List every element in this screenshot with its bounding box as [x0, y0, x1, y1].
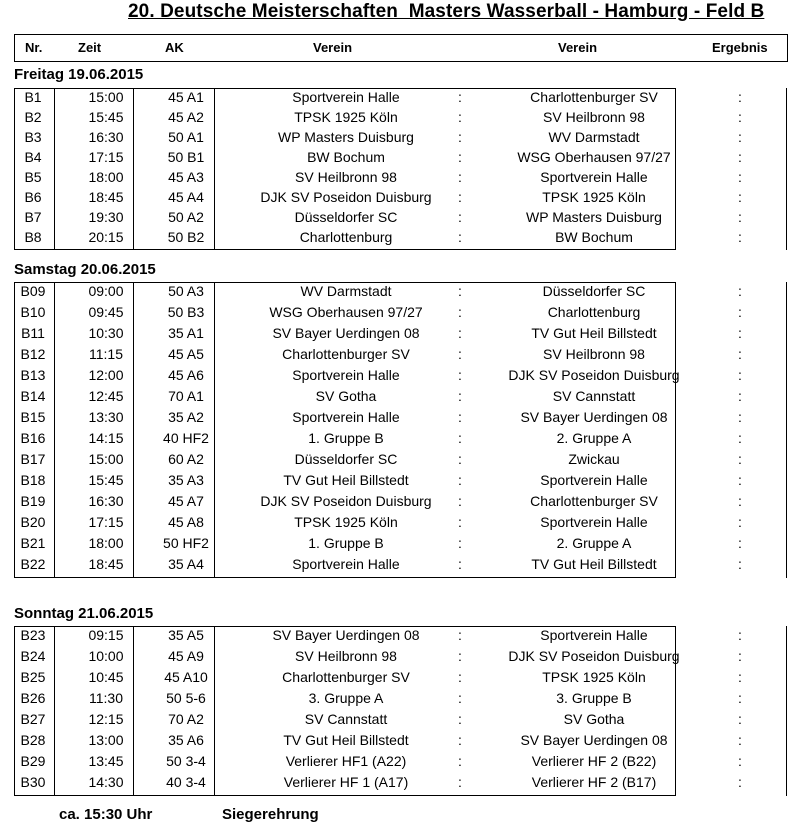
- game-number: B4: [24, 149, 42, 165]
- game-number: B28: [20, 732, 46, 748]
- age-class: 50 A2: [168, 209, 204, 225]
- game-time: 20:15: [88, 229, 124, 245]
- age-class: 35 A2: [168, 409, 204, 425]
- age-class: 35 A5: [168, 627, 204, 643]
- away-club: WV Darmstadt: [548, 129, 640, 145]
- table-row: [14, 304, 788, 324]
- home-club: WV Darmstadt: [300, 283, 392, 299]
- away-club: Zwickau: [568, 451, 620, 467]
- home-club: DJK SV Poseidon Duisburg: [260, 189, 432, 205]
- score-separator: :: [458, 209, 462, 225]
- age-class: 50 B1: [167, 149, 205, 165]
- table-row: [14, 409, 788, 429]
- header-verein-1: Verein: [313, 40, 353, 55]
- home-club: SV Cannstatt: [304, 711, 388, 727]
- away-club: SV Bayer Uerdingen 08: [520, 409, 668, 425]
- game-number: B12: [20, 346, 46, 362]
- score-separator: :: [458, 514, 462, 530]
- table-row: [14, 229, 788, 249]
- score-separator: :: [458, 388, 462, 404]
- score-separator: :: [458, 556, 462, 572]
- age-class: 50 3-4: [166, 753, 206, 769]
- game-time: 13:00: [88, 732, 124, 748]
- age-class: 35 A1: [168, 325, 204, 341]
- game-number: B14: [20, 388, 46, 404]
- result: :: [738, 283, 742, 299]
- age-class: 45 A2: [168, 109, 204, 125]
- game-time: 11:15: [89, 346, 123, 362]
- table-row: [14, 325, 788, 345]
- table-row: [14, 669, 788, 689]
- game-time: 09:15: [88, 627, 124, 643]
- away-club: SV Heilbronn 98: [543, 346, 645, 362]
- age-class: 45 A1: [168, 89, 204, 105]
- age-class: 70 A2: [168, 711, 204, 727]
- table-row: [14, 472, 788, 492]
- score-separator: :: [458, 169, 462, 185]
- header-ergebnis: Ergebnis: [712, 40, 768, 55]
- score-separator: :: [458, 367, 462, 383]
- score-separator: :: [458, 711, 462, 727]
- score-separator: :: [458, 149, 462, 165]
- result: :: [738, 493, 742, 509]
- home-club: Düsseldorfer SC: [294, 209, 398, 225]
- schedule-table: [14, 626, 788, 796]
- away-club: Sportverein Halle: [540, 514, 648, 530]
- home-club: Verlierer HF1 (A22): [285, 753, 407, 769]
- game-number: B15: [20, 409, 46, 425]
- header-zeit: Zeit: [78, 40, 102, 55]
- result: :: [738, 409, 742, 425]
- age-class: 45 A7: [168, 493, 204, 509]
- away-club: Sportverein Halle: [540, 627, 648, 643]
- away-club: TPSK 1925 Köln: [542, 189, 646, 205]
- away-club: 2. Gruppe A: [556, 430, 632, 446]
- table-row-rule: [14, 795, 676, 796]
- age-class: 50 HF2: [163, 535, 209, 551]
- home-club: 1. Gruppe B: [308, 430, 384, 446]
- game-number: B1: [24, 89, 42, 105]
- score-separator: :: [458, 325, 462, 341]
- result: :: [738, 556, 742, 572]
- table-row: [14, 109, 788, 129]
- result: :: [738, 690, 742, 706]
- result: :: [738, 129, 742, 145]
- table-row: [14, 753, 788, 773]
- game-time: 15:00: [88, 89, 124, 105]
- table-row: [14, 556, 788, 576]
- age-class: 45 A3: [168, 169, 204, 185]
- game-number: B27: [20, 711, 46, 727]
- home-club: TV Gut Heil Billstedt: [283, 732, 409, 748]
- game-number: B17: [20, 451, 46, 467]
- score-separator: :: [458, 189, 462, 205]
- home-club: Sportverein Halle: [292, 556, 400, 572]
- day-heading: Samstag 20.06.2015: [14, 261, 156, 278]
- table-row: [14, 89, 788, 109]
- column-header: [14, 34, 788, 62]
- game-number: B18: [20, 472, 46, 488]
- away-club: BW Bochum: [555, 229, 633, 245]
- result: :: [738, 388, 742, 404]
- result: :: [738, 189, 742, 205]
- score-separator: :: [458, 472, 462, 488]
- game-time: 13:30: [88, 409, 124, 425]
- result: :: [738, 472, 742, 488]
- home-club: 1. Gruppe B: [308, 535, 384, 551]
- result: :: [738, 229, 742, 245]
- away-club: Düsseldorfer SC: [542, 283, 646, 299]
- result: :: [738, 169, 742, 185]
- score-separator: :: [458, 451, 462, 467]
- score-separator: :: [458, 732, 462, 748]
- game-number: B30: [20, 774, 46, 790]
- game-number: B20: [20, 514, 46, 530]
- result: :: [738, 430, 742, 446]
- game-time: 13:45: [88, 753, 124, 769]
- table-row: [14, 627, 788, 647]
- table-row: [14, 149, 788, 169]
- game-time: 18:45: [88, 556, 124, 572]
- away-club: Verlierer HF 2 (B22): [531, 753, 657, 769]
- home-club: SV Bayer Uerdingen 08: [272, 627, 420, 643]
- game-number: B8: [24, 229, 42, 245]
- score-separator: :: [458, 109, 462, 125]
- away-club: SV Heilbronn 98: [543, 109, 645, 125]
- result: :: [738, 109, 742, 125]
- age-class: 35 A6: [168, 732, 204, 748]
- home-club: Sportverein Halle: [292, 89, 400, 105]
- age-class: 45 A6: [168, 367, 204, 383]
- result: :: [738, 711, 742, 727]
- game-number: B23: [20, 627, 46, 643]
- away-club: Charlottenburg: [547, 304, 641, 320]
- game-number: B2: [24, 109, 42, 125]
- result: :: [738, 304, 742, 320]
- table-row-rule: [14, 249, 676, 250]
- score-separator: :: [458, 409, 462, 425]
- score-separator: :: [458, 535, 462, 551]
- game-time: 18:45: [88, 189, 124, 205]
- score-separator: :: [458, 129, 462, 145]
- away-club: SV Gotha: [563, 711, 625, 727]
- score-separator: :: [458, 669, 462, 685]
- score-separator: :: [458, 493, 462, 509]
- score-separator: :: [458, 753, 462, 769]
- away-club: Sportverein Halle: [540, 472, 648, 488]
- table-row: [14, 388, 788, 408]
- away-club: Sportverein Halle: [540, 169, 648, 185]
- age-class: 50 5-6: [166, 690, 206, 706]
- home-club: Düsseldorfer SC: [294, 451, 398, 467]
- home-club: Charlottenburger SV: [282, 669, 410, 685]
- age-class: 60 A2: [168, 451, 204, 467]
- away-club: 3. Gruppe B: [556, 690, 632, 706]
- game-number: B25: [20, 669, 46, 685]
- game-number: B21: [20, 535, 46, 551]
- home-club: TV Gut Heil Billstedt: [283, 472, 409, 488]
- away-club: Charlottenburger SV: [530, 89, 658, 105]
- schedule-table: [14, 282, 788, 578]
- home-club: Sportverein Halle: [292, 367, 400, 383]
- score-separator: :: [458, 648, 462, 664]
- home-club: SV Bayer Uerdingen 08: [272, 325, 420, 341]
- footer-event: Siegerehrung: [222, 806, 319, 823]
- result: :: [738, 451, 742, 467]
- score-separator: :: [458, 774, 462, 790]
- table-row: [14, 493, 788, 513]
- game-time: 12:00: [88, 367, 124, 383]
- age-class: 45 A9: [168, 648, 204, 664]
- table-row: [14, 367, 788, 387]
- game-number: B3: [24, 129, 42, 145]
- game-time: 18:00: [88, 169, 124, 185]
- game-time: 09:45: [88, 304, 124, 320]
- result: :: [738, 89, 742, 105]
- result: :: [738, 774, 742, 790]
- game-number: B13: [20, 367, 46, 383]
- header-ak: AK: [165, 40, 184, 55]
- age-class: 35 A3: [168, 472, 204, 488]
- game-time: 15:45: [88, 472, 124, 488]
- score-separator: :: [458, 627, 462, 643]
- table-row: [14, 732, 788, 752]
- game-number: B16: [20, 430, 46, 446]
- game-time: 10:00: [88, 648, 124, 664]
- header-nr: Nr.: [25, 40, 43, 55]
- age-class: 40 3-4: [166, 774, 206, 790]
- score-separator: :: [458, 690, 462, 706]
- game-time: 15:00: [88, 451, 124, 467]
- result: :: [738, 514, 742, 530]
- day-heading: Freitag 19.06.2015: [14, 66, 144, 83]
- home-club: SV Heilbronn 98: [295, 169, 397, 185]
- score-separator: :: [458, 346, 462, 362]
- age-class: 35 A4: [168, 556, 204, 572]
- result: :: [738, 367, 742, 383]
- away-club: Verlierer HF 2 (B17): [531, 774, 657, 790]
- page-title: 20. Deutsche Meisterschaften Masters Wasserball - Hamburg - Feld B: [128, 1, 765, 22]
- away-club: TV Gut Heil Billstedt: [531, 325, 657, 341]
- home-club: BW Bochum: [307, 149, 385, 165]
- result: :: [738, 732, 742, 748]
- game-time: 17:15: [88, 514, 124, 530]
- table-row: [14, 169, 788, 189]
- game-time: 16:30: [88, 493, 124, 509]
- home-club: Sportverein Halle: [292, 409, 400, 425]
- away-club: DJK SV Poseidon Duisburg: [508, 648, 680, 664]
- age-class: 45 A10: [164, 669, 208, 685]
- table-row: [14, 430, 788, 450]
- table-row: [14, 129, 788, 149]
- game-number: B29: [20, 753, 46, 769]
- table-row: [14, 209, 788, 229]
- home-club: WSG Oberhausen 97/27: [269, 304, 423, 320]
- header-verein-2: Verein: [558, 40, 598, 55]
- home-club: Verlierer HF 1 (A17): [283, 774, 409, 790]
- game-number: B22: [20, 556, 46, 572]
- age-class: 45 A5: [168, 346, 204, 362]
- home-club: SV Gotha: [315, 388, 377, 404]
- game-time: 09:00: [88, 283, 124, 299]
- result: :: [738, 209, 742, 225]
- score-separator: :: [458, 304, 462, 320]
- table-row-rule: [14, 577, 676, 578]
- table-row: [14, 514, 788, 534]
- game-number: B6: [24, 189, 42, 205]
- home-club: Charlottenburg: [299, 229, 393, 245]
- game-time: 11:30: [89, 690, 123, 706]
- table-row: [14, 189, 788, 209]
- table-row: [14, 774, 788, 794]
- footer-time: ca. 15:30 Uhr: [59, 806, 153, 823]
- game-number: B26: [20, 690, 46, 706]
- age-class: 50 A3: [168, 283, 204, 299]
- game-number: B7: [24, 209, 42, 225]
- game-time: 10:45: [88, 669, 124, 685]
- game-time: 12:15: [88, 711, 124, 727]
- home-club: Charlottenburger SV: [282, 346, 410, 362]
- game-number: B10: [20, 304, 46, 320]
- table-row: [14, 346, 788, 366]
- age-class: 50 A1: [168, 129, 204, 145]
- game-number: B11: [21, 325, 45, 341]
- result: :: [738, 627, 742, 643]
- game-time: 17:15: [88, 149, 124, 165]
- away-club: DJK SV Poseidon Duisburg: [508, 367, 680, 383]
- table-row: [14, 283, 788, 303]
- game-time: 18:00: [88, 535, 124, 551]
- home-club: 3. Gruppe A: [308, 690, 384, 706]
- away-club: WP Masters Duisburg: [526, 209, 662, 225]
- game-time: 10:30: [88, 325, 124, 341]
- age-class: 40 HF2: [163, 430, 209, 446]
- result: :: [738, 648, 742, 664]
- day-heading: Sonntag 21.06.2015: [14, 605, 154, 622]
- age-class: 45 A8: [168, 514, 204, 530]
- age-class: 50 B2: [167, 229, 205, 245]
- game-time: 14:30: [88, 774, 124, 790]
- away-club: SV Bayer Uerdingen 08: [520, 732, 668, 748]
- result: :: [738, 535, 742, 551]
- result: :: [738, 753, 742, 769]
- result: :: [738, 669, 742, 685]
- away-club: Charlottenburger SV: [530, 493, 658, 509]
- home-club: TPSK 1925 Köln: [294, 514, 398, 530]
- age-class: 45 A4: [168, 189, 204, 205]
- schedule-table: [14, 88, 788, 250]
- table-row: [14, 648, 788, 668]
- game-time: 15:45: [88, 109, 124, 125]
- away-club: WSG Oberhausen 97/27: [517, 149, 671, 165]
- away-club: TPSK 1925 Köln: [542, 669, 646, 685]
- table-row: [14, 690, 788, 710]
- score-separator: :: [458, 283, 462, 299]
- score-separator: :: [458, 229, 462, 245]
- game-time: 16:30: [88, 129, 124, 145]
- game-number: B5: [24, 169, 42, 185]
- table-row: [14, 451, 788, 471]
- game-time: 12:45: [88, 388, 124, 404]
- home-club: TPSK 1925 Köln: [294, 109, 398, 125]
- home-club: SV Heilbronn 98: [295, 648, 397, 664]
- game-time: 14:15: [88, 430, 124, 446]
- game-number: B19: [20, 493, 46, 509]
- game-time: 19:30: [88, 209, 124, 225]
- away-club: 2. Gruppe A: [556, 535, 632, 551]
- table-row: [14, 535, 788, 555]
- game-number: B24: [20, 648, 46, 664]
- age-class: 70 A1: [168, 388, 204, 404]
- home-club: DJK SV Poseidon Duisburg: [260, 493, 432, 509]
- score-separator: :: [458, 430, 462, 446]
- away-club: SV Cannstatt: [552, 388, 636, 404]
- table-row: [14, 711, 788, 731]
- age-class: 50 B3: [167, 304, 205, 320]
- game-number: B09: [20, 283, 46, 299]
- result: :: [738, 325, 742, 341]
- home-club: WP Masters Duisburg: [278, 129, 414, 145]
- score-separator: :: [458, 89, 462, 105]
- result: :: [738, 346, 742, 362]
- result: :: [738, 149, 742, 165]
- away-club: TV Gut Heil Billstedt: [531, 556, 657, 572]
